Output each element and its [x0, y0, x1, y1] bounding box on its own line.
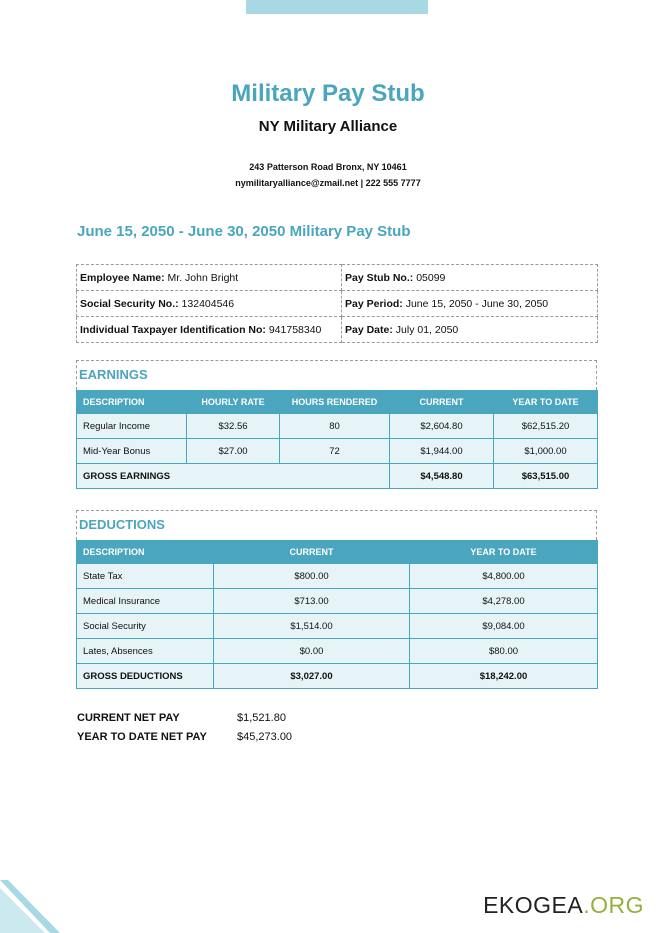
- table-row: [77, 639, 598, 664]
- net-pay-summary: [77, 712, 292, 750]
- earnings-section: [76, 360, 597, 489]
- deductions-header-row: [77, 541, 598, 564]
- employee-name-cell: [77, 265, 342, 291]
- col-current: CURRENT: [390, 391, 494, 414]
- ekogea-watermark: [483, 892, 644, 919]
- address-line: 243 Patterson Road Bronx, NY 10461: [249, 162, 407, 172]
- gross-deductions-ytd: $18,242.00: [410, 664, 598, 689]
- deductions-section: [76, 510, 597, 689]
- deduction-current: $713.00: [214, 589, 410, 614]
- organization-contact: [0, 159, 656, 191]
- table-row: [77, 439, 598, 464]
- deduction-description: Social Security: [77, 614, 214, 639]
- earning-hours: 80: [280, 414, 390, 439]
- pay-date-label: Pay Date:: [345, 323, 393, 336]
- current-net-pay-value: $1,521.80: [237, 712, 286, 724]
- gross-deductions-current: $3,027.00: [214, 664, 410, 689]
- earnings-header-row: [77, 391, 598, 414]
- gross-earnings-label: GROSS EARNINGS: [77, 464, 390, 489]
- ytd-net-pay-label: YEAR TO DATE NET PAY: [77, 731, 207, 743]
- gross-earnings-current: $4,548.80: [390, 464, 494, 489]
- employee-info-table: [76, 264, 598, 343]
- ssn-cell: [77, 291, 342, 317]
- gross-deductions-row: [77, 664, 598, 689]
- ssn-label: Social Security No.:: [80, 297, 179, 310]
- earning-hourly-rate: $32.56: [187, 414, 280, 439]
- table-row: [77, 614, 598, 639]
- ytd-net-pay-value: $45,273.00: [237, 731, 293, 743]
- stub-no-cell: [342, 265, 598, 291]
- earning-ytd: $62,515.20: [494, 414, 598, 439]
- earning-description: Regular Income: [77, 414, 187, 439]
- earnings-heading: EARNINGS: [76, 360, 597, 390]
- earning-hourly-rate: $27.00: [187, 439, 280, 464]
- col-description: DESCRIPTION: [77, 391, 187, 414]
- deductions-heading: DEDUCTIONS: [76, 510, 597, 540]
- deductions-table: [76, 540, 598, 689]
- ytd-net-pay-row: [77, 731, 292, 750]
- deduction-current: $0.00: [214, 639, 410, 664]
- deduction-ytd: $4,278.00: [410, 589, 598, 614]
- earning-ytd: $1,000.00: [494, 439, 598, 464]
- col-year-to-date: YEAR TO DATE: [410, 541, 598, 564]
- earning-hours: 72: [280, 439, 390, 464]
- current-net-pay-label: CURRENT NET PAY: [77, 712, 180, 724]
- deduction-description: State Tax: [77, 564, 214, 589]
- stub-no-label: Pay Stub No.:: [345, 271, 414, 284]
- earning-description: Mid-Year Bonus: [77, 439, 187, 464]
- deduction-ytd: $80.00: [410, 639, 598, 664]
- current-net-pay-row: [77, 712, 292, 731]
- col-hours-rendered: HOURS RENDERED: [280, 391, 390, 414]
- col-hourly-rate: HOURLY RATE: [187, 391, 280, 414]
- deduction-description: Lates, Absences: [77, 639, 214, 664]
- gross-deductions-label: GROSS DEDUCTIONS: [77, 664, 214, 689]
- watermark-part2: .ORG: [583, 892, 644, 918]
- employee-name: Mr. John Bright: [167, 271, 239, 284]
- info-row: [77, 291, 598, 317]
- itin-label: Individual Taxpayer Identification No:: [80, 323, 266, 336]
- ssn: 132404546: [181, 297, 235, 310]
- itin: 941758340: [268, 323, 322, 336]
- earning-current: $2,604.80: [390, 414, 494, 439]
- earning-current: $1,944.00: [390, 439, 494, 464]
- pay-period: June 15, 2050 - June 30, 2050: [405, 297, 549, 310]
- col-description: DESCRIPTION: [77, 541, 214, 564]
- col-year-to-date: YEAR TO DATE: [494, 391, 598, 414]
- pay-period-label: Pay Period:: [345, 297, 403, 310]
- table-row: [77, 564, 598, 589]
- itin-cell: [77, 317, 342, 343]
- contact-line: nymilitaryalliance@zmail.net | 222 555 7777: [235, 178, 421, 188]
- employee-name-label: Employee Name:: [80, 271, 165, 284]
- watermark-part1: EKOGEA: [483, 892, 584, 918]
- table-row: [77, 589, 598, 614]
- earnings-table: [76, 390, 598, 489]
- pay-date-cell: [342, 317, 598, 343]
- gross-earnings-ytd: $63,515.00: [494, 464, 598, 489]
- document-title: Military Pay Stub: [231, 80, 425, 107]
- pay-period-title: June 15, 2050 - June 30, 2050 Military Pay Stub: [77, 223, 411, 240]
- pay-period-cell: [342, 291, 598, 317]
- deduction-current: $800.00: [214, 564, 410, 589]
- deduction-ytd: $4,800.00: [410, 564, 598, 589]
- corner-decoration: [0, 880, 100, 933]
- info-row: [77, 317, 598, 343]
- col-current: CURRENT: [214, 541, 410, 564]
- info-row: [77, 265, 598, 291]
- table-row: [77, 414, 598, 439]
- gross-earnings-row: [77, 464, 598, 489]
- deduction-ytd: $9,084.00: [410, 614, 598, 639]
- pay-date: July 01, 2050: [395, 323, 459, 336]
- top-decor-bar: [246, 0, 428, 14]
- deduction-current: $1,514.00: [214, 614, 410, 639]
- stub-no: 05099: [416, 271, 446, 284]
- organization-name: NY Military Alliance: [258, 118, 398, 135]
- deduction-description: Medical Insurance: [77, 589, 214, 614]
